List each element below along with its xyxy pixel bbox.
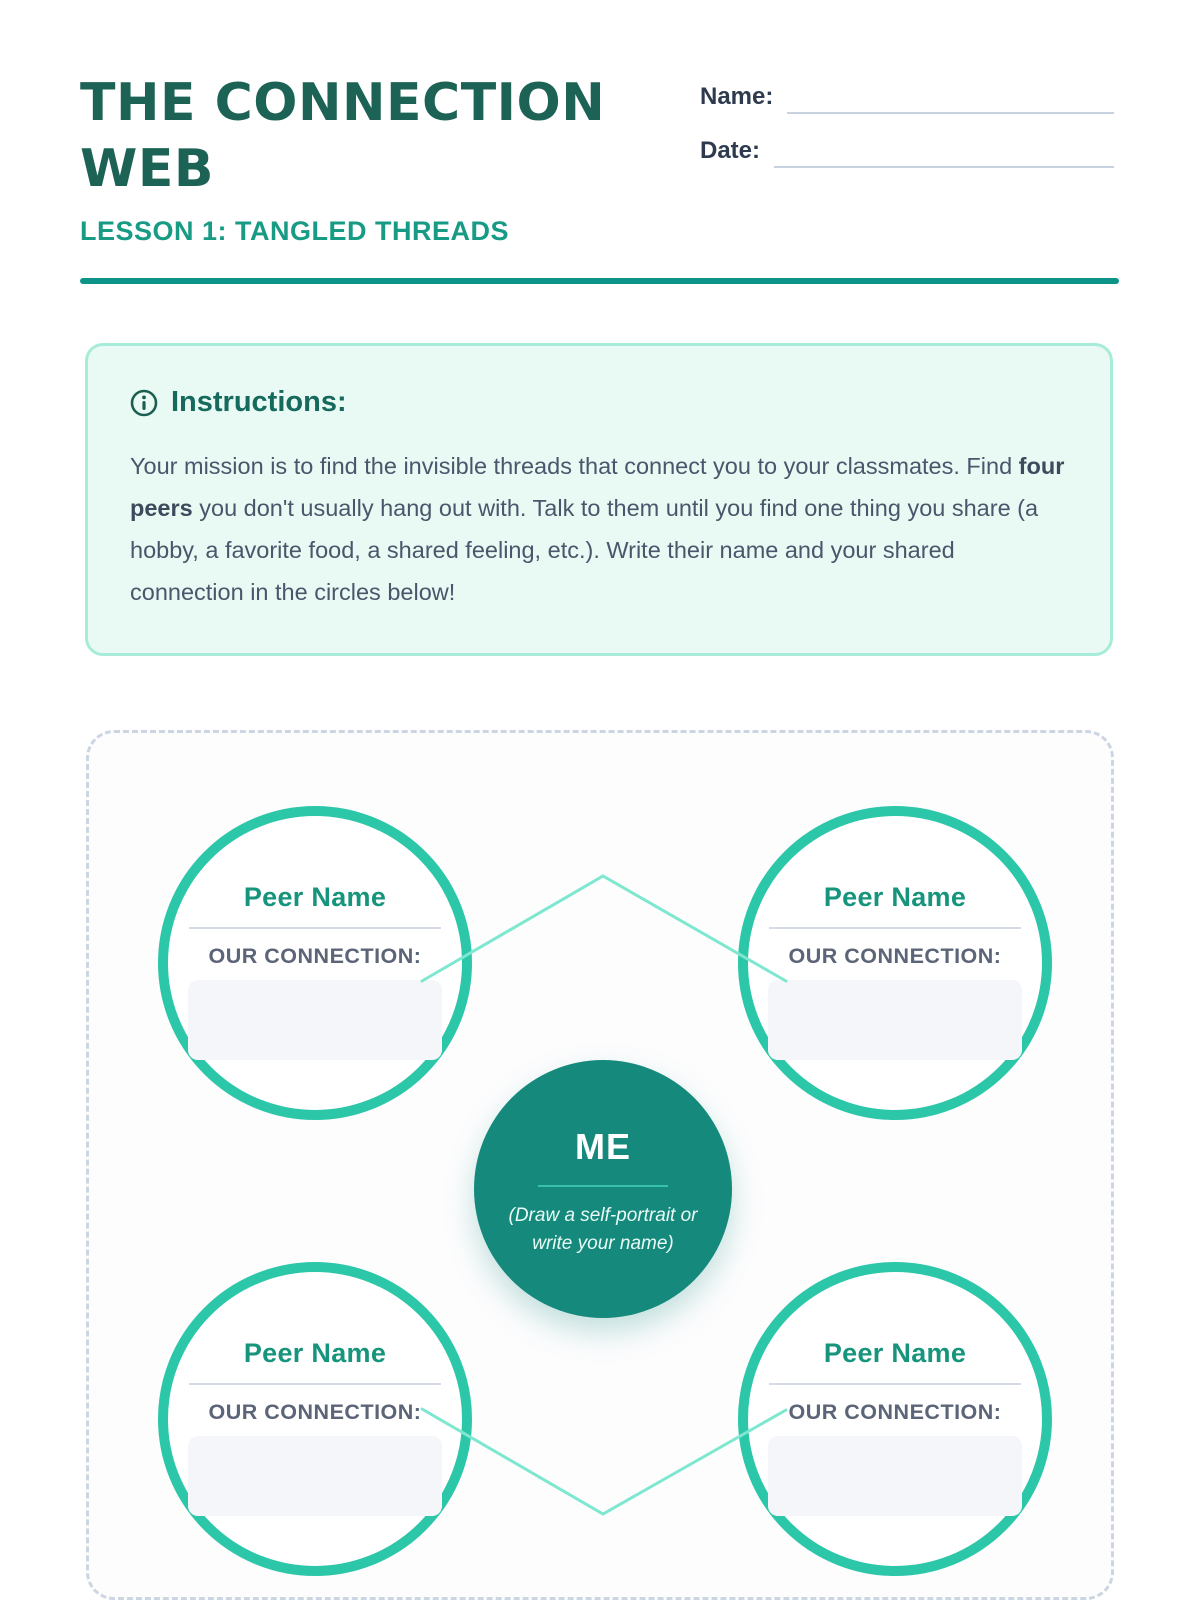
peer-divider [769, 1383, 1021, 1385]
thread-line-bottom [422, 1409, 786, 1514]
connection-write-box[interactable] [188, 1436, 442, 1516]
peer-circle-top-right [738, 806, 1052, 1120]
info-icon [130, 389, 158, 417]
peer-divider [769, 927, 1021, 929]
peer-divider [189, 927, 441, 929]
connection-label: OUR CONNECTION: [208, 944, 422, 968]
instructions-text-2: you don't usually hang out with. Talk to them until you find one thing you share (a hobby, a favorite food, a shared feeling, etc.). Write their name and your shared connection in the circles below! [130, 495, 1039, 605]
peer-circle-bottom-right [738, 1262, 1052, 1576]
connection-web-container [86, 730, 1114, 1600]
peer-circle-bottom-left [158, 1262, 472, 1576]
connection-label: OUR CONNECTION: [788, 1400, 1002, 1424]
peer-name-label: Peer Name [823, 882, 967, 912]
date-field-row [700, 134, 1114, 168]
peer-name-label: Peer Name [823, 1338, 967, 1368]
me-hint-text: (Draw a self-portrait or write your name) [508, 1205, 698, 1254]
date-label: Date: [700, 137, 761, 164]
title-divider [80, 278, 1119, 284]
name-label: Name: [700, 83, 774, 110]
instructions-body [130, 445, 1068, 613]
instructions-card [85, 343, 1113, 656]
instructions-text-1: Your mission is to find the invisible threads that connect you to your classmates. Find [130, 453, 1019, 479]
peer-circle-top-left [158, 806, 472, 1120]
connection-write-box[interactable] [188, 980, 442, 1060]
me-divider [538, 1185, 668, 1187]
me-label: ME [575, 1126, 631, 1167]
date-write-line[interactable] [774, 134, 1114, 168]
connection-label: OUR CONNECTION: [208, 1400, 422, 1424]
connection-write-box[interactable] [768, 1436, 1022, 1516]
connection-write-box[interactable] [768, 980, 1022, 1060]
lesson-subtitle: LESSON 1: TANGLED THREADS [80, 216, 510, 246]
name-field-row [700, 80, 1114, 114]
thread-line-top [422, 876, 786, 981]
peer-divider [189, 1383, 441, 1385]
peer-name-label: Peer Name [243, 1338, 387, 1368]
name-write-line[interactable] [787, 80, 1114, 114]
page-title: THE CONNECTION WEB [80, 73, 606, 199]
peer-name-label: Peer Name [243, 882, 387, 912]
connection-label: OUR CONNECTION: [788, 944, 1002, 968]
name-date-block [700, 80, 1114, 188]
instructions-heading [130, 386, 1068, 419]
me-circle[interactable] [474, 1060, 732, 1318]
instructions-heading-text: Instructions: [171, 386, 347, 418]
instructions-text-bold: four peers [130, 453, 1065, 521]
